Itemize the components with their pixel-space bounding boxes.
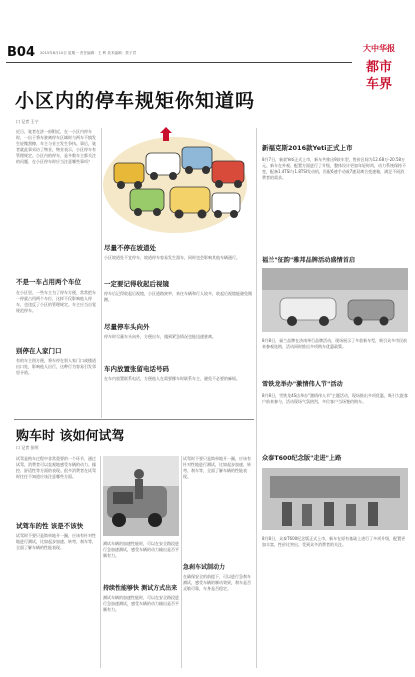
headline: 小区内的停车规矩你知道吗 [15,90,256,112]
bottom-divider-1 [100,456,101,668]
bottom-text-intro: 试驾是购车过程中非常重要的一个环节，通过试驾，消费者可以直观地感受车辆的动力、操控、舒适性等方面的表现。很多消费者在试驾时往往不知道应该注意哪些方面。 [16,456,96,479]
article-yeti-title: 新福克斯2016款Yeti正式上市 [262,144,353,152]
cartoon-illustration [100,125,250,235]
dateline: 2015年8月10日 星期一 责任编辑：王 利 美术编辑：蔡子君 [40,51,137,55]
text-mirrors: 停车后记得收起后视镜，小区道路狭窄，来往车辆和行人较多，收起后视镜能避免剐蹭。 [104,291,252,302]
subhead-dont-block-door: 别停在人家门口 [16,347,62,355]
event-photo [262,468,408,530]
section-box [354,59,404,99]
bottom-text-speed: 试驾时不要只是简单地开一圈，应该有针对性地进行测试，比如起步加速、转弯、刹车等，全面了解车辆的性能表现。 [16,533,96,550]
column-divider-left [101,128,102,418]
bottom-text-accel: 测试车辆的加速性能时，可以在安全路段进行急加速测试，感受车辆的动力输出是否平顺有力。 [103,541,179,558]
article-citroen-text: 8月8日，雪铁龙4S店举办"激情伟人节"主题活动，现场推出多项优惠，吸引大批客户前来参与，活动现场气氛热烈，多位客户当场签约购车。 [262,393,408,404]
byline: 口 记者 王宁 [16,119,39,124]
header-rule [6,62,352,63]
bottom-divider-2 [181,456,182,668]
text-dont-block-door: 有的车主图方便，将车停在别人家门口或楼道出口处，影响他人出行，这种行为容易引发邻里矛盾。 [16,358,96,375]
bottom-subhead-brake: 急刹车试制动力 [183,564,226,571]
text-head-out: 停车时尽量车头向外，方便出车，遇到紧急情况也能迅速驶离。 [104,334,216,339]
bottom-subhead-performance: 持续性能够快 测试方式出来 [103,585,178,592]
section-divider [14,419,254,420]
text-slope: 小区坡道处不宜停车，坡道停车容易发生溜车，同时也会影响其他车辆通行。 [104,255,240,260]
bottom-byline: 口 记者 张明 [16,445,39,450]
article-fulan-text: 8月8日，福兰品牌在济南举行品牌活动，现场展示了多款新车型，吸引众多市民前来参观选购，活动同时推出多项购车优惠政策。 [262,338,408,349]
bottom-subhead-speed: 试驾车的性 该是不该快 [16,522,84,530]
subhead-one-car-two-spaces: 不是一车占用两个车位 [16,278,81,286]
article-zotye-text: 8月8日，众泰T600纪念版正式上市，新车在原有基础上进行了多项升级，配置更加丰富，性价比突出，受到众多消费者的关注。 [262,536,406,547]
subhead-slope: 尽量不停在坡道处 [104,244,156,252]
subhead-mirrors: 一定要记得收起后视镜 [104,280,169,288]
showroom-photo [262,268,408,332]
bottom-headline: 购车时 该如何试驾 [16,429,125,444]
subhead-head-out: 尽量停车头向外 [104,323,150,331]
test-drive-photo [103,456,179,536]
intro-text: 近日，笔者在济一府附近，在一小区内停车时，一出于将车驶离停车区域时与两车不慎发生轻微刮擦，车主与业主发生争执。事后，笔者就此事采访了物业，物业表示，小区停车有管理规定。小区内的停车，是多数车主都关注的问题，在小区停车时应当注意哪些事项？ [16,129,96,164]
article-fulan-title: 福兰"征韵"雅邦品牌活动盛情首启 [262,257,356,264]
article-citroen-title: 雪铁龙举办"激情伟人节"活动 [262,381,343,388]
section-title-line1: 都市 [365,60,392,75]
column-divider-right [256,128,257,668]
article-zotye-title: 众泰T600纪念版"走进"上路 [262,455,342,462]
brand-logo: 大中华报 [363,43,395,53]
text-one-car-two-spaces: 在小区里，一些车主为了停车方便，常常把车一停就占用两个车位，这样不仅影响他人停车，也违反了小区的管理规定。车主应当自觉规范停车。 [16,290,96,313]
section-title-line2: 车界 [365,77,392,92]
subhead-phone-number: 车内放置张留电话号码 [104,365,169,373]
cars-cartoon-icon [100,125,250,235]
article-yeti-text: 8月7日，新款Yeti正式上市，新车共推出9款车型，售价区间为12.68万-20.58万元。新车在外观、配置方面进行了升级，整体设计更加年轻时尚，动力系统保持不变，配备1.4TSI与1.8TSI发动机，匹配6速手动或7速双离合变速箱，满足不同消费者的需求。 [262,157,406,180]
text-phone-number: 在车内放置联系电话，方便他人在需要挪车时联系车主，避免不必要的麻烦。 [104,376,240,381]
bottom-text-performance: 测试车辆的加速性能时，可以在安全路段进行急加速测试，感受车辆的动力输出是否平顺有力。 [103,595,179,612]
bottom-text-brake: 在确保安全的前提下，可以进行急刹车测试，感受车辆的制动效果，刹车是否灵敏可靠，车身是否稳定。 [183,574,251,591]
page-code: B04 [7,45,35,60]
bottom-text-right-col: 试驾时不要只是简单地开一圈，应该有针对性地进行测试，比如起步加速、转弯、刹车等，全面了解车辆的性能表现。 [183,456,251,479]
